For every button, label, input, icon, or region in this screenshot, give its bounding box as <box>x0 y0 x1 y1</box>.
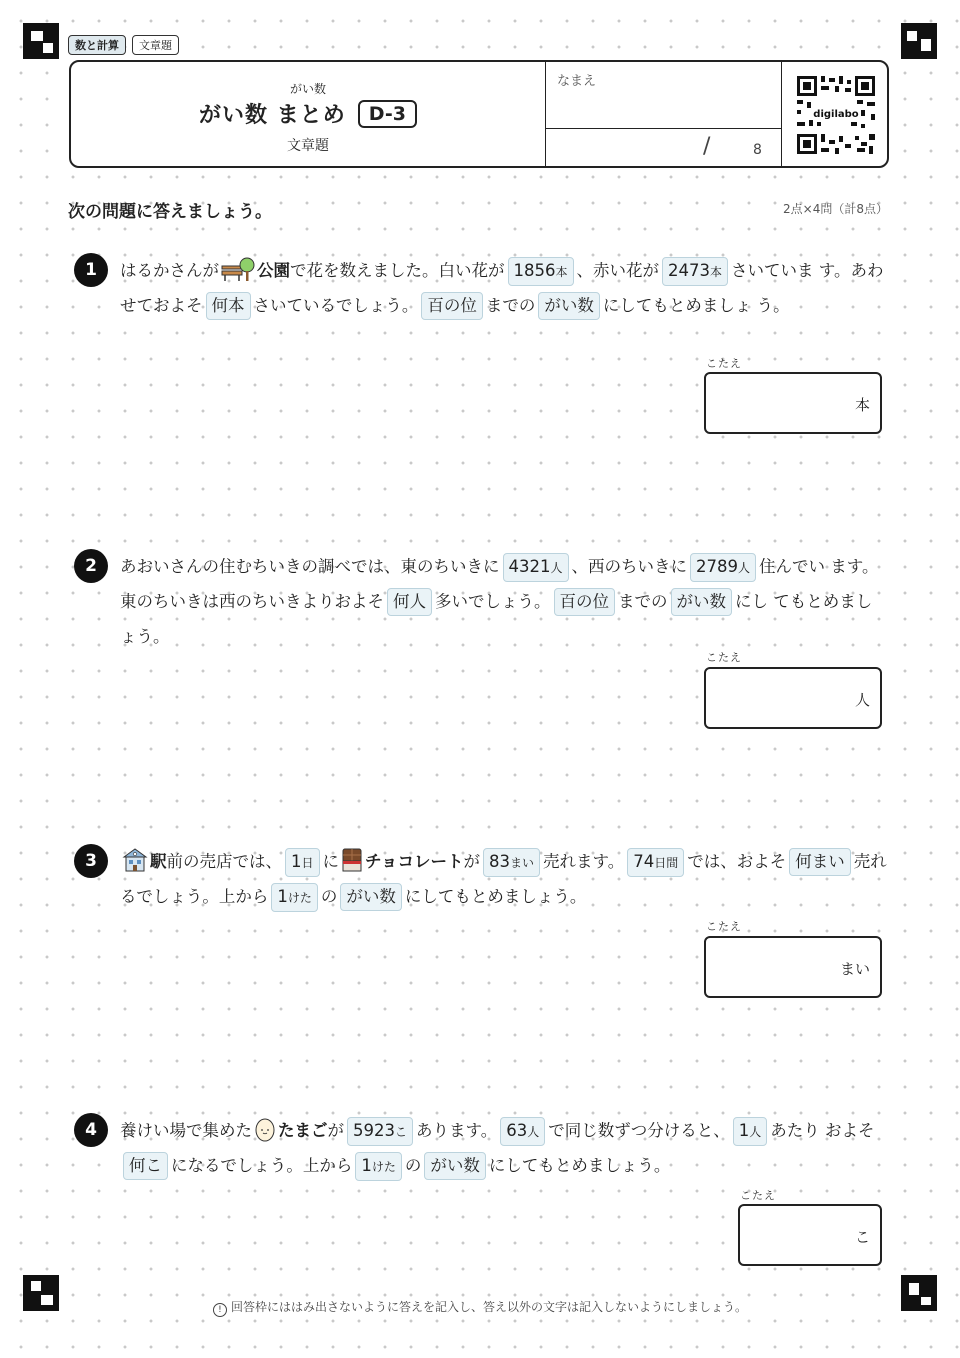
title-area <box>71 62 545 166</box>
park-icon <box>221 256 255 282</box>
egg-icon <box>254 1116 276 1142</box>
ask-highlight: 何まい <box>789 848 851 876</box>
answer-box-3[interactable] <box>704 936 882 998</box>
chocolate-icon <box>341 847 363 873</box>
category-tags <box>68 35 179 55</box>
value-highlight: 63人 <box>500 1117 545 1146</box>
points-note: 2点×4問（計8点） <box>783 202 888 216</box>
score-slash: / <box>703 134 711 159</box>
footer-text: 回答枠にははみ出さないように答えを記入し、答え以外の文字は記入しないようにしましょう。 <box>230 1300 747 1314</box>
tag-type: 文章題 <box>132 35 179 55</box>
info-icon: ! <box>213 1303 227 1317</box>
question-number-3: 3 <box>74 844 108 878</box>
ask-highlight: 何人 <box>387 588 432 616</box>
answer-box-2[interactable] <box>704 667 882 729</box>
tag-category: 数と計算 <box>68 35 126 55</box>
answer-unit-3: まい <box>839 960 870 978</box>
question-text-1: はるかさんが 公園で花を数えました。白い花が 1856本 、赤い花が 2473本 さいていま す。あわせておよそ 何本 さいているでしょう。 百の位 までの がい数 にしてもとめましょ う。 <box>120 253 888 323</box>
value-highlight: 1日 <box>285 848 320 877</box>
ask-highlight: 何本 <box>206 292 251 320</box>
term-highlight: がい数 <box>538 292 600 320</box>
corner-marker-top-right <box>901 23 937 59</box>
worksheet-header <box>69 60 889 168</box>
value-highlight: 74日間 <box>627 848 684 877</box>
place-value-highlight: 百の位 <box>421 292 483 320</box>
question-text-2: あおいさんの住むちいきの調べでは、東のちいきに 4321人 、西のちいきに 2789人 住んでい ます。東のちいきは西のちいきよりおよそ 何人 多いでしょう。 百の位 までの がい数 にし てもとめましょう。 <box>120 549 888 654</box>
page-subtitle: 文章題 <box>287 138 329 154</box>
term-highlight: がい数 <box>340 883 402 911</box>
station-icon <box>122 847 148 873</box>
question-number-2: 2 <box>74 549 108 583</box>
answer-unit-2: 人 <box>854 691 870 709</box>
value-highlight: 2473本 <box>662 257 728 286</box>
answer-box-4[interactable] <box>738 1204 882 1266</box>
value-highlight: 1けた <box>355 1152 402 1181</box>
place-value-highlight: 百の位 <box>554 588 616 616</box>
answer-unit-1: 本 <box>854 396 870 414</box>
answer-label-3: こたえ <box>706 920 742 933</box>
footer-note <box>0 1298 960 1317</box>
question-number-1: 1 <box>74 253 108 287</box>
value-highlight: 1856本 <box>508 257 574 286</box>
page-title: がい数 まとめ <box>199 103 346 128</box>
qr-code-label: digilabo <box>813 109 859 120</box>
term-highlight: がい数 <box>671 588 733 616</box>
answer-unit-4: こ <box>854 1228 870 1246</box>
answer-label-1: こたえ <box>706 357 742 370</box>
value-highlight: 5923こ <box>347 1117 413 1146</box>
value-highlight: 4321人 <box>503 553 569 582</box>
value-highlight: 1人 <box>733 1117 768 1146</box>
value-highlight: 1けた <box>271 883 318 912</box>
instruction-text: 次の問題に答えましょう。 <box>68 202 272 222</box>
score-total: 8 <box>753 142 762 158</box>
question-text-4: 養けい場で集めた たまごが 5923こ あります。 63人 で同じ数ずつ分けると、 1人 あたり およそ何こ になるでしょう。上から 1けた の がい数 にしてもとめましょう。 <box>120 1113 888 1183</box>
answer-box-1[interactable] <box>704 372 882 434</box>
value-highlight: 83まい <box>483 848 540 877</box>
corner-marker-top-left <box>23 23 59 59</box>
ask-highlight: 何こ <box>123 1152 168 1180</box>
name-field-label: なまえ <box>557 74 597 89</box>
worksheet-code: D-3 <box>358 100 417 128</box>
question-text-3: 駅前の売店では、 1日 に チョコレートが 83まい 売れます。 74日間 では、およそ 何まい 売れるでしょう。上から 1けた の がい数 にしてもとめましょう。 <box>120 844 888 914</box>
answer-label-2: こたえ <box>706 651 742 664</box>
qr-code-icon <box>795 74 877 156</box>
answer-label-4: こたえ <box>740 1189 776 1202</box>
question-number-4: 4 <box>74 1113 108 1147</box>
value-highlight: 2789人 <box>690 553 756 582</box>
title-ruby: がい数 <box>289 82 326 96</box>
term-highlight: がい数 <box>424 1152 486 1180</box>
